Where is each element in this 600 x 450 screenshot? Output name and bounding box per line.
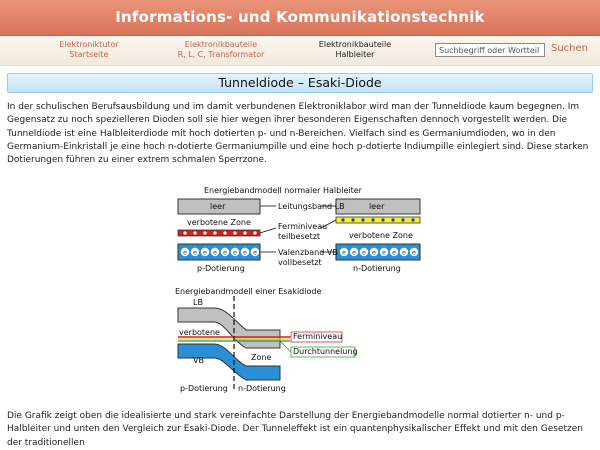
label-ferminiveau-esaki: Ferminiveau [293, 332, 343, 341]
nav-item-line: R, L, C, Transformator [177, 50, 265, 59]
label-verbotene: verbotene [179, 328, 220, 337]
electron-symbol: e [352, 248, 356, 257]
electron-symbol: e [233, 248, 237, 257]
label-vollbesetzt: vollbesetzt [278, 258, 322, 267]
label-verbotene-left: verbotene Zone [187, 218, 251, 227]
electron-symbol: e [412, 248, 416, 257]
intro-paragraph: In der schulischen Berufsausbildung und im damit verbundenen Elektroniklabor wird man der Tunneldiode kaum begegnen. Im Gegensatz zu noch spezielleren Dioden soll sie hier wegen ihrer besonderen Eigenschaften dennoch vorgestellt werden. Die Tunneldiode ist eine Halbleiterdiode mit hoch dotierten p- und n-Bereichen. Vielfach sind es Germaniumdioden, wo in den Germanium-Einkristall je eine hoch n-dotierte Germaniumpille und eine hoch p-dotierte Indiumpille einlegiert sind. Diese starken Dotierungen führen zu einer extrem schmalen Sperrzone. [7, 102, 589, 166]
electron-symbol: e [213, 248, 217, 257]
label-vb: VB [193, 356, 204, 365]
electron-symbol: e [342, 248, 346, 257]
electron-symbol: e [243, 248, 247, 257]
bottom-diagram-caption: Energiebandmodell einer Esakidiode [175, 287, 322, 296]
label-teilbesetzt: teilbesetzt [278, 232, 321, 241]
electron-symbol: e [183, 248, 187, 257]
electron-symbol: e [392, 248, 396, 257]
leader-line [280, 341, 291, 352]
search-button[interactable]: Suchen [551, 43, 589, 54]
label-leer-right: leer [369, 202, 385, 211]
label-p-dotierung-bottom: p-Dotierung [180, 384, 228, 393]
label-durchtunnelung: Durchtunnelung [293, 347, 358, 356]
label-p-dotierung-top: p-Dotierung [197, 264, 245, 273]
label-leitungsband: Leitungsband LB [278, 202, 345, 211]
donor-level [336, 217, 420, 223]
label-n-dotierung-top: n-Dotierung [353, 264, 401, 273]
label-valenzband: Valenzband VB [278, 248, 338, 257]
electron-symbol: e [402, 248, 406, 257]
top-diagram-caption: Energiebandmodell normaler Halbleiter [204, 186, 362, 195]
label-ferminiveau: Ferminiveau [278, 222, 328, 231]
electron-symbol: e [193, 248, 197, 257]
nav-item-line: Elektronikbauteile [184, 40, 258, 49]
electron-symbol: e [253, 248, 257, 257]
nav-item-line: Startseite [69, 50, 109, 59]
electron-symbol: e [372, 248, 376, 257]
nav-item-line: Halbleiter [335, 50, 375, 59]
label-leer-left: leer [210, 202, 226, 211]
nav-item-line: Elektronikbauteile [318, 40, 392, 49]
label-lb: LB [193, 298, 203, 307]
electron-symbol: e [223, 248, 227, 257]
label-n-dotierung-bottom: n-Dotierung [238, 384, 286, 393]
site-title: Informations- und Kommunikationstechnik [115, 8, 485, 26]
nav-item-line: Elektroniktutor [59, 40, 119, 49]
electron-symbol: e [362, 248, 366, 257]
label-verbotene-right: verbotene Zone [349, 231, 413, 240]
acceptor-level [178, 230, 260, 236]
electron-symbol: e [203, 248, 207, 257]
electron-symbol: e [382, 248, 386, 257]
page-title: Tunneldiode – Esaki-Diode [218, 75, 382, 90]
outro-paragraph: Die Grafik zeigt oben die idealisierte und stark vereinfachte Darstellung der Energiebandmodelle normal dotierter n- und p-Halbleiter und unten den Vergleich zur Esaki-Diode. Der Tunneleffekt ist ein quantenphysikalischer Effekt und mit den Gesetzen der traditionellen [7, 411, 583, 448]
leader-line [260, 228, 276, 233]
label-zone: Zone [251, 353, 272, 362]
